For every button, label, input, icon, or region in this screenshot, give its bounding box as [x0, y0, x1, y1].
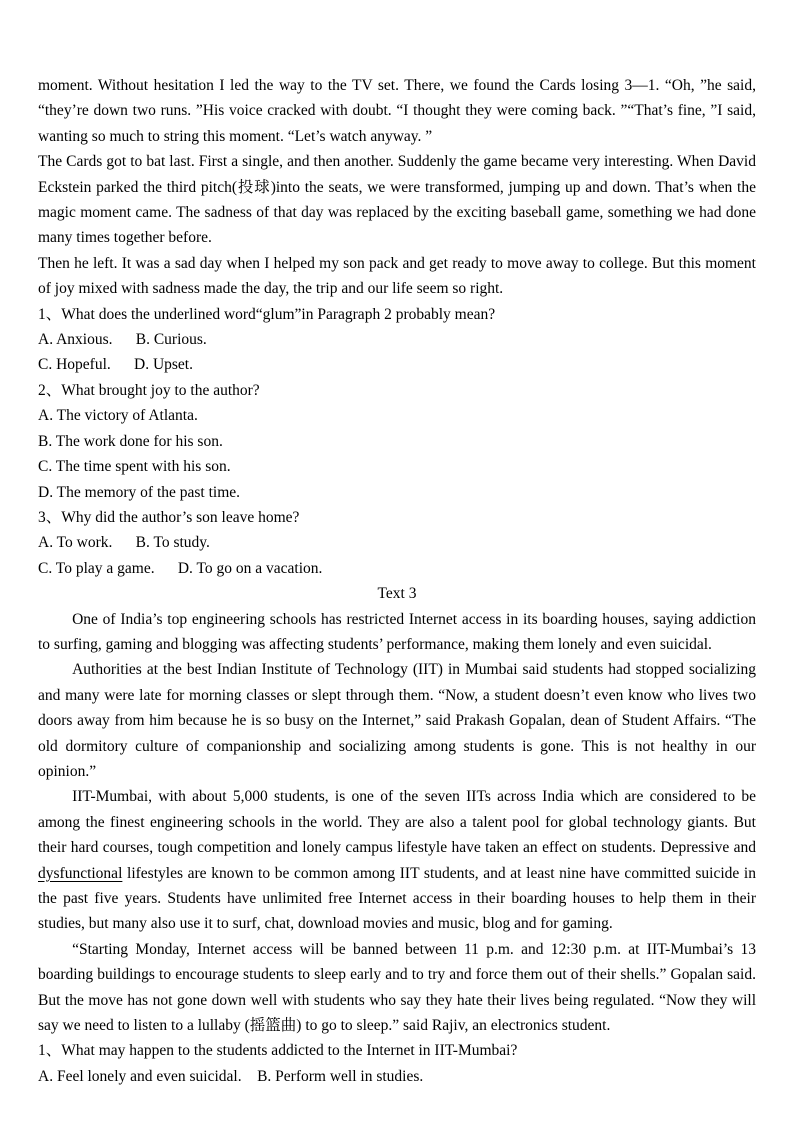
option-line: A. To work. B. To study.: [38, 534, 210, 552]
question-line: 3、Why did the author’s son leave home?: [38, 508, 300, 526]
option-line: B. The work done for his son.: [38, 432, 223, 450]
body-paragraph: “Starting Monday, Internet access will be banned between 11 p.m. and 12:30 p.m. at IIT-Mumbai’s 13 boarding buildings to encourage students to sleep early and to try and force them out of their shells.” Gopalan said. But the move has not gone down well with students who say they hate their lives being regulated. “Now they will say we need to listen to a lullaby (摇篮曲) to go to sleep.” said Rajiv, an electronics student.: [38, 940, 756, 1035]
option-line: A. Anxious. B. Curious.: [38, 331, 207, 349]
body-paragraph: Authorities at the best Indian Institute of Technology (IIT) in Mumbai said students had stopped socializing and many were late for morning classes or slept through them. “Now, a student doesn’t even know who lives two doors away from him because he is so busy on the Internet,” said Prakash Gopalan, dean of Student Affairs. “The old dormitory culture of companionship and socializing among students is gone. This is not healthy in our opinion.”: [38, 661, 756, 780]
option-line: C. The time spent with his son.: [38, 458, 231, 476]
option-line: C. To play a game. D. To go on a vacation.: [38, 559, 323, 577]
underlined-word: dysfunctional: [38, 864, 123, 882]
paragraph-text: lifestyles are known to be common among IIT students, and at least nine have committed suicide in the past five years. Students have unlimited free Internet access in their boarding houses to help them in their studies, but many also use it to surf, chat, download movies and music, blog and for gaming.: [38, 864, 756, 933]
question-line: 1、What may happen to the students addicted to the Internet in IIT-Mumbai?: [38, 1042, 518, 1060]
body-paragraph: moment. Without hesitation I led the way to the TV set. There, we found the Cards losing 3—1. “Oh, ”he said, “they’re down two runs. ”His voice cracked with doubt. “I thought they were coming back. ”“That’s fine, ”I said, wanting so much to string this moment. “Let’s watch anyway. ”: [38, 77, 756, 145]
option-line: C. Hopeful. D. Upset.: [38, 356, 193, 374]
option-line: D. The memory of the past time.: [38, 483, 241, 501]
body-paragraph: One of India’s top engineering schools has restricted Internet access in its boarding houses, saying addiction to surfing, gaming and blogging was affecting students’ performance, making them lonely and even suicidal.: [38, 610, 756, 653]
option-line: A. The victory of Atlanta.: [38, 407, 198, 425]
option-line: A. Feel lonely and even suicidal. B. Perform well in studies.: [38, 1067, 424, 1085]
body-paragraph: [38, 784, 756, 936]
question-line: 2、What brought joy to the author?: [38, 381, 260, 399]
body-paragraph: The Cards got to bat last. First a single, and then another. Suddenly the game became very interesting. When David Eckstein parked the third pitch(投球)into the seats, we were transformed, jumping up and down. That’s when the magic moment came. The sadness of that day was replaced by the exciting baseball game, something we had done many times together before.: [38, 153, 756, 247]
paragraph-text: IIT-Mumbai, with about 5,000 students, is one of the seven IITs across India which are considered to be among the finest engineering schools in the world. They are also a talent pool for global technology giants. But their hard courses, tough competition and lonely campus lifestyle have taken an effect on students. Depressive and: [38, 788, 756, 857]
question-line: 1、What does the underlined word“glum”in Paragraph 2 probably mean?: [38, 305, 496, 323]
body-paragraph: Then he left. It was a sad day when I helped my son pack and get ready to move away to college. But this moment of joy mixed with sadness made the day, the trip and our life seem so right.: [38, 254, 756, 298]
section-heading: Text 3: [377, 585, 417, 603]
